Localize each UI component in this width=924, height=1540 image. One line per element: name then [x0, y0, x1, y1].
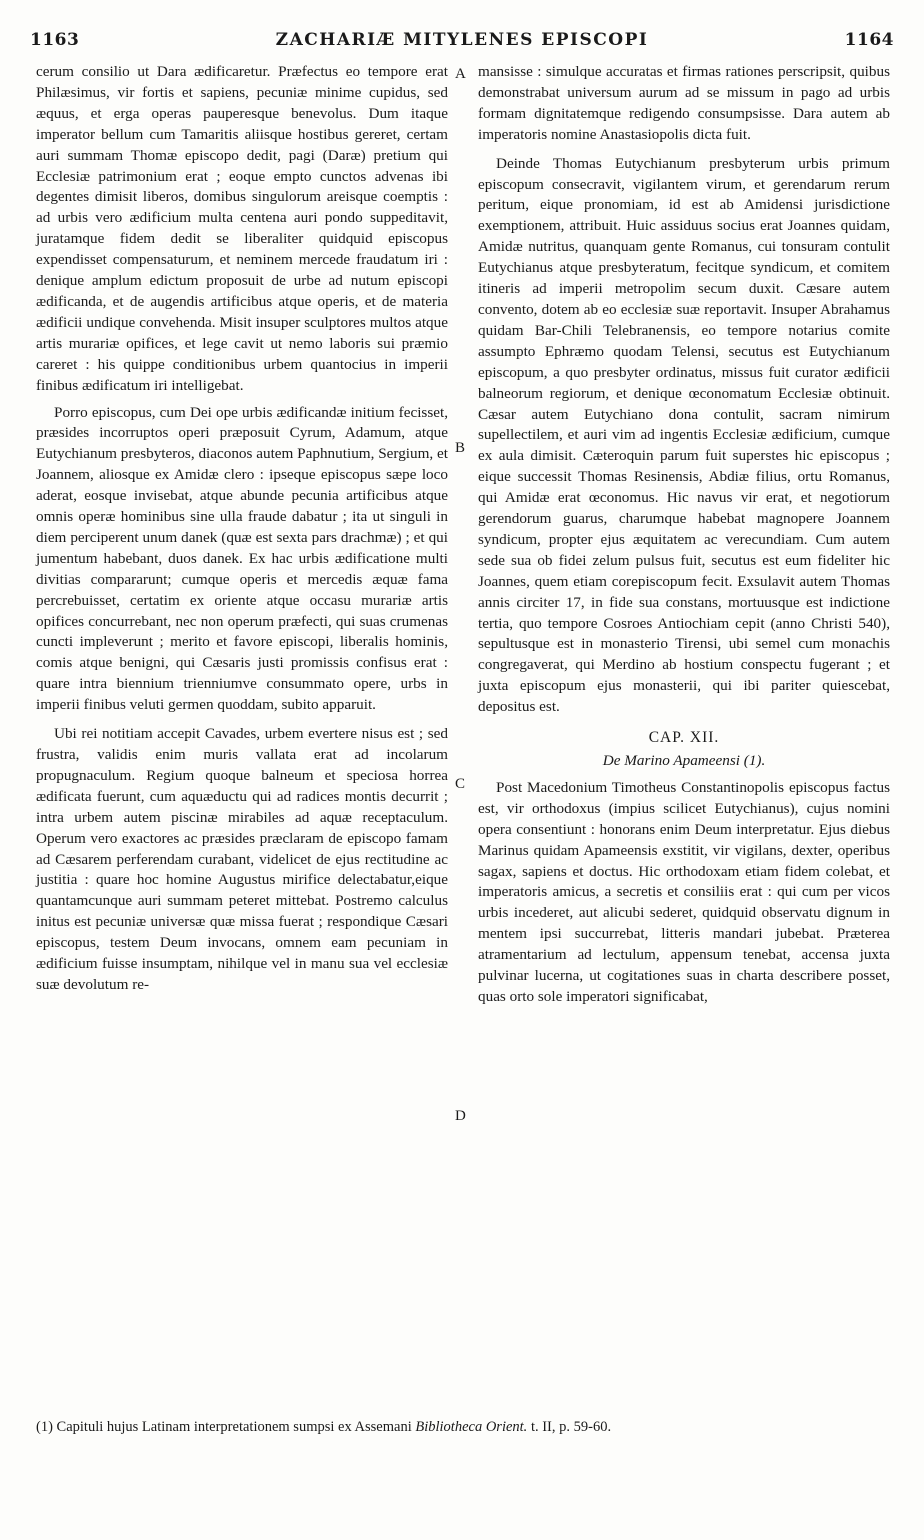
page-number-right: 1164: [844, 30, 894, 50]
footnote-title: Bibliotheca Orient.: [415, 1419, 528, 1435]
right-column: [478, 62, 890, 1014]
paragraph: Porro episcopus, cum Dei ope urbis ædificandæ initium fecisset, præsides incorruptos operi præposuit Cyrum, Adamum, atque Eutychianum presbyteros, diaconos autem Paphnutium, Sergium, et Joannem, aliosque ex Amidæ clero : ipseque episcopus sæpe loco aderat, eosque invisebat, atque abunde pecunia artificibus atque omnis operæ hominibus sine ulla fraude dabatur ; ita ut singuli in diem perciperent unum danek (quæ est sexta pars drachmæ) ; et qui jumentum habebant, duos danek. Ex hac urbis ædificatione multi divitias compararunt; cumque operis et mercedis æquæ fama percrebuisset, certatim ex oriente atque occasu murariæ artis opifices concurrebant, nec non operum præfecti, qui suas crumenas cuncti impleverunt ; merito et favore episcopi, liberalis hominis, comis atque benigni, qui Cæsaris justi promissis confisus erat : quare intra biennium trienniumve consummato opere, urbs in imperii finibus veluti germen quoddam, subito apparuit.: [36, 403, 448, 714]
footnote-text-end: t. II, p. 59-60.: [527, 1419, 612, 1435]
paragraph: mansisse : simulque accuratas et firmas rationes perscripsit, quibus demonstrabat universum aurum ad se missum in pago ad urbis formam dignitatemque redigendo consumpsisse. Dara autem ab imperatoris nomine Anastasiopolis dicta fuit.: [478, 63, 890, 143]
paragraph: Post Macedonium Timotheus Constantinopolis episcopus factus est, vir orthodoxus (impius scilicet Eutychianus), cujus nomini opera consentiunt : honorans enim Deum interpretatur. Ejus diebus Marinus quidam Apameensis exstitit, vir vigilans, dexter, operibus sagax, sapiens et doctus. Hic orthodoxam etiam fidem colebat, et imperatoris amicus, a secretis et consiliis erat : qui cum per vicos urbis incederet, aut alicubi sederet, quidquid observatu dignum in mentem ipsi succurrebat, litteris mandari jubebat. Præterea atramentarium ad lectulum, appensum tenebat, accensa juxta pulvinar lucerna, ut cogitationes suas in charta describere posset, quas orto sole imperatori significabat,: [478, 778, 890, 1005]
paragraph: Ubi rei notitiam accepit Cavades, urbem evertere nisus est ; sed frustra, validis enim muris vallata erat ad incolarum propugnaculum. Regium quoque balneum et speciosa horrea ædificata fuerunt, cum aquæductu qui ad radices montis decurrit ; intra urbem autem piscinæ mirabiles ad aquæ receptaculum. Operum vero exactores ac præsides præclaram de episcopo famam ad Cæsarem perferendam curabant, videlicet de ejus rectitudine ac justitia : quare hoc homine Augustus mirifice delectabatur,eique quantamcunque auri summam peteret mittebat. Postremo calculus initus est pecuniæ universæ quæ missa fuerat ; respondique Cæsari episcopus, testem Deum invocans, omnem eam pecuniam in ædificium fuisse insumptam, nihilque vel in manu sua vel ecclesiæ suæ devolutum re-: [36, 725, 448, 993]
page-number-left: 1163: [30, 30, 80, 50]
footnote-text: (1) Capituli hujus Latinam interpretationem sumpsi ex Assemani: [36, 1419, 416, 1435]
running-title: ZACHARIÆ MITYLENES EPISCOPI: [275, 30, 649, 50]
paragraph: Deinde Thomas Eutychianum presbyterum urbis primum episcopum consecravit, vigilantem virum, et gerendarum rerum peritum, eique pronomiam, id est ab Amidensi jurisdictione exemptionem, attribuit. Huic assiduus socius erat Joannes quidam, Amidæ nutritus, quanquam gente Romanus, cui tonsuram contulit Eutychianus atque presbyteratum, fecitque syndicum, et comitem itineris ad imperii metropolim secum duxit. Cæsare autem convento, dotem ab eo ecclesiæ suæ reportavit. Insuper Abrahamus quidam Bar-Chili Telebranensis, eo tempore notarius comite assumpto Ephræmo quodam Telensi, secutus est Eutychianum episcopum, a quo presbyter ordinatus, missus fuit curator ædificii balneorum regiorum, et denique œconomatum Ecclesiæ obtinuit. Cæsar autem Eutychiano dona contulit, sacram nimirum supellectilem, et auri vim ad ingentis Ecclesiæ ædificium, cumque ex aula dimisit. Cæteroquin parum fuit superstes hic episcopus ; eique successit Thomas Resinensis, Abdiæ filius, ortu Romanus, qui Amidæ erat œconomus. Hic navus vir erat, et negotiorum gerendorum guarus, charumque habebat magnopere Joannem syndicum, propter ejus æquitatem ac verecundiam. Cum autem sede sua ob fidei zelum pulsus fuit, secutus est eum fideliter hic Joannes, quem etiam corepiscopum fecit. Exsulavit autem Thomas annis circiter 17, in fide sua constans, mortuusque est indictione tertia, quo tempore Cosroes Antiochiam cepit (anno Christi 540), sepultusque est in monasterio Tirensi, ubi semel cum monachis congregaverat, qui Merdino ab hostium conspectu fugerant ; et juxta episcopum ejus monasterii, qui ibi pariter quiescebat, depositus est.: [478, 154, 890, 716]
margin-marker-b: B: [455, 440, 466, 456]
margin-marker-c: C: [455, 776, 466, 792]
paragraph: cerum consilio ut Dara ædificaretur. Præfectus eo tempore erat Philæsimus, vir fortis et sapiens, pecuniæ minime cupidus, sed æquus, et erga operas pauperesque benevolus. Dum itaque imperator bellum cum Tamaritis aliisque hostibus gereret, certam auri summam Thomæ episcopo dedit, pagi (Daræ) pretium qui Ecclesiæ patrimonium erat ; eoque empto cunctos advenas ibi degentes dimisit liberos, domibus singulorum areisque coemptis : ad urbis vero ædificium multa centena auri pondo suppeditavit, juratamque fidem dedit se liberaliter quidquid episcopus expendisset compensaturum, et neminem mercede fraudatum iri : denique amplum edictum proposuit de urbe ad nutum episcopi ædificanda, et de augendis artificibus atque operis, et de materia ædificii undique convehenda. Misit insuper sculptores multos atque artis murariæ opifices, et lege cavit ut nemo laboris sui præmio careret : his quippe conditionibus urbem quantocius in imperii finibus ædificatum iri intelligebat.: [36, 63, 448, 394]
chapter-heading: CAP. XII.: [648, 729, 720, 747]
chapter-subtitle: De Marino Apameensi (1).: [602, 752, 766, 769]
page-header: [30, 30, 894, 58]
margin-marker-a: A: [455, 66, 466, 82]
footnote: [36, 1418, 892, 1437]
margin-marker-d: D: [455, 1108, 466, 1124]
left-column: [36, 62, 448, 1002]
